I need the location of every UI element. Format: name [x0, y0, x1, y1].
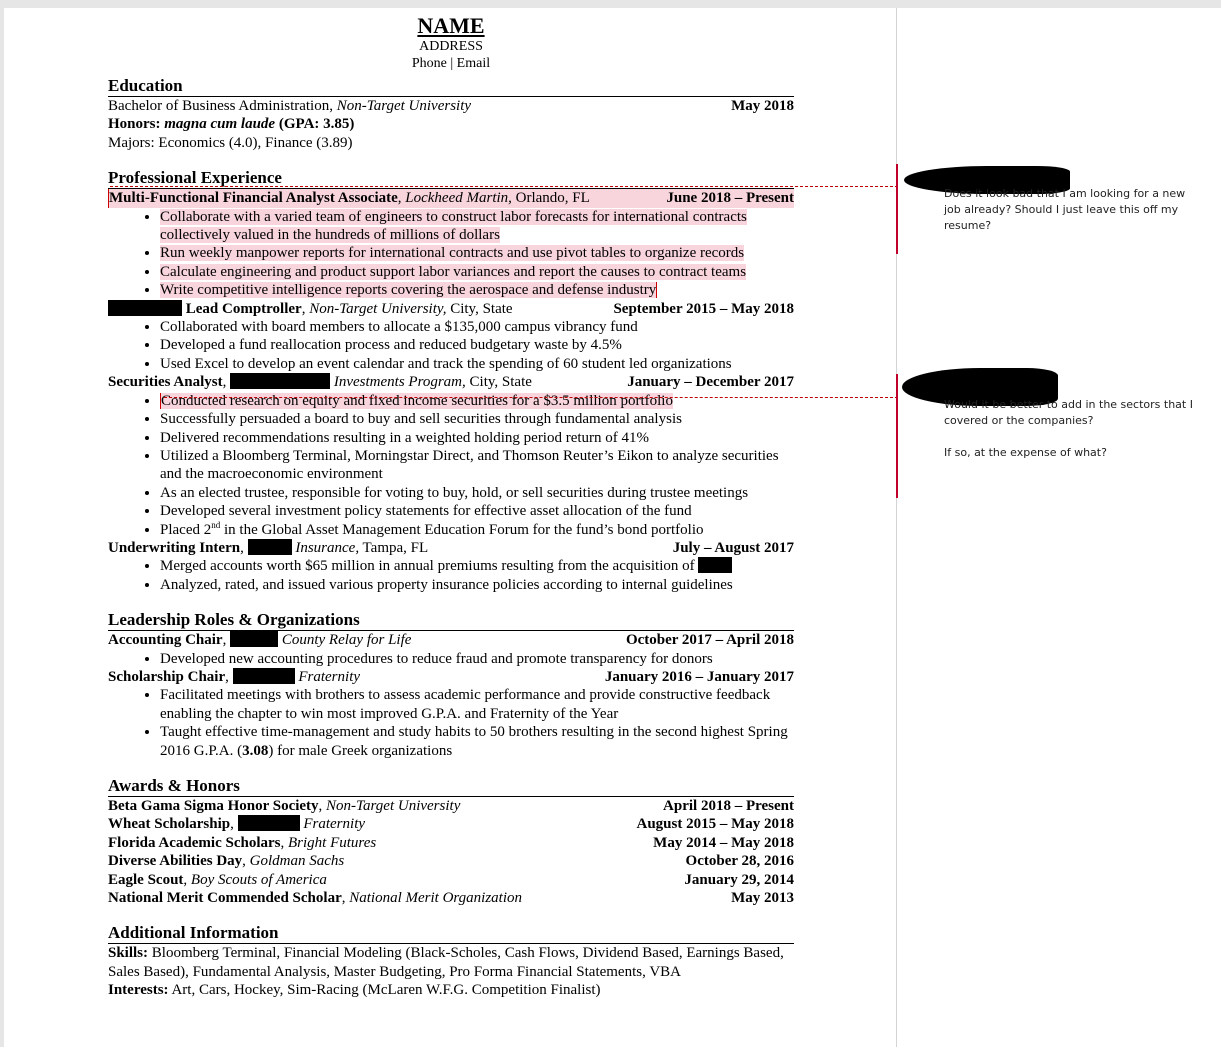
list-item: • Run weekly manpower reports for international contracts and use pivot tables to organize records — [160, 244, 794, 262]
section-title-education: Education — [108, 76, 794, 97]
job-header-comptroller: Lead Comptroller, Non-Target University, City, State September 2015 – May 2018 — [108, 300, 794, 318]
section-title-additional: Additional Information — [108, 923, 794, 944]
window-top-strip — [0, 0, 1221, 8]
list-item: • Taught effective time-management and study habits to 50 brothers resulting in the second highest Spring 2016 G.P.A. (3.08) for male Greek organizations — [160, 723, 794, 760]
list-item: • Facilitated meetings with brothers to assess academic performance and provide constructive feedback enabling the chapter to win most improved G.P.A. and Fraternity of the Year — [160, 686, 794, 723]
award-row: National Merit Commended Scholar, National Merit Organization May 2013 — [108, 890, 794, 907]
document-page — [4, 8, 896, 1047]
interests-line: Interests: Art, Cars, Hockey, Sim-Racing (McLaren W.F.G. Competition Finalist) — [108, 982, 601, 999]
list-item: • Analyzed, rated, and issued various property insurance policies according to internal guidelines — [160, 576, 794, 594]
candidate-address: ADDRESS — [419, 39, 483, 54]
candidate-name: NAME — [417, 13, 485, 38]
redaction-block — [230, 631, 278, 647]
education-honors: Honors: magna cum laude (GPA: 3.85) — [108, 116, 355, 133]
section-title-awards: Awards & Honors — [108, 776, 794, 797]
job-bullets-securities — [108, 392, 794, 539]
comment-1[interactable] — [944, 186, 1204, 250]
redaction-block — [233, 668, 295, 684]
list-item: • Utilized a Bloomberg Terminal, Morningstar Direct, and Thomson Reuter’s Eikon to analyze securities and the macroeconomic environment — [160, 447, 794, 484]
list-item[interactable]: • Conducted research on equity and fixed income securities for a $3.5 million portfolio — [160, 392, 794, 410]
role-bullets-accounting — [108, 650, 794, 668]
redaction-block — [108, 300, 182, 316]
comment-anchor-line — [164, 397, 898, 398]
list-item: • As an elected trustee, responsible for voting to buy, hold, or sell securities during trustee meetings — [160, 484, 794, 502]
comment-1-text: Does it look bad that I am looking for a new job already? Should I just leave this off my resume? — [944, 187, 1186, 232]
job-header-underwriting: Underwriting Intern, Insurance, Tampa, FL July – August 2017 — [108, 539, 794, 556]
comments-pane — [896, 8, 1221, 1047]
section-title-leadership: Leadership Roles & Organizations — [108, 610, 794, 631]
list-item: • Collaborated with board members to allocate a $135,000 campus vibrancy fund — [160, 318, 794, 336]
comment-bar — [896, 164, 898, 254]
redaction-block — [230, 373, 330, 389]
list-item: • Placed 2nd in the Global Asset Management Education Forum for the fund’s bond portfolio — [160, 521, 794, 539]
list-item: • Successfully persuaded a board to buy and sell securities through fundamental analysis — [160, 410, 794, 428]
list-item: • Delivered recommendations resulting in a weighted holding period return of 41% — [160, 429, 794, 447]
education-date: May 2018 — [731, 98, 794, 114]
job-bullets-underwriting — [108, 557, 794, 594]
list-item: • Developed a fund reallocation process and reduced budgetary waste by 4.5% — [160, 336, 794, 354]
comment-bar — [896, 374, 898, 498]
award-row: Beta Gama Sigma Honor Society, Non-Target University April 2018 – Present — [108, 798, 794, 814]
comment-2-text-2: If so, at the expense of what? — [944, 446, 1107, 459]
job-header-lockheed[interactable]: Multi-Functional Financial Analyst Associate, Lockheed Martin, Orlando, FL June 2018 – Present — [109, 190, 794, 207]
job-bullets-comptroller — [108, 318, 794, 373]
skills-line: Skills: Bloomberg Terminal, Financial Modeling (Black-Scholes, Cash Flows, Dividend Based, Earnings Based, Sales Based), Fundamental Analysis, Master Budgeting, Pro Forma Financial Statements, VBA — [108, 945, 784, 980]
redaction-block — [238, 815, 300, 831]
comment-2[interactable] — [944, 397, 1204, 477]
redaction-block — [248, 539, 292, 555]
role-bullets-scholarship — [108, 686, 794, 760]
comment-anchor-line — [110, 186, 898, 187]
education-majors: Majors: Economics (4.0), Finance (3.89) — [108, 134, 353, 151]
list-item: • Developed new accounting procedures to reduce fraud and promote transparency for donors — [160, 650, 794, 668]
list-item: • Calculate engineering and product support labor variances and report the causes to contract teams — [160, 263, 794, 281]
award-row: Florida Academic Scholars, Bright Futures May 2014 – May 2018 — [108, 834, 794, 851]
job-header-securities: Securities Analyst, Investments Program, City, State January – December 2017 — [108, 374, 794, 391]
education-degree-row — [108, 97, 794, 115]
list-item: • Used Excel to develop an event calendar and track the spending of 60 student led organizations — [160, 355, 794, 373]
award-row: Diverse Abilities Day, Goldman Sachs October 28, 2016 — [108, 853, 794, 870]
list-item: • Developed several investment policy statements for effective asset allocation of the fund — [160, 502, 794, 520]
degree-line: Bachelor of Business Administration, Non-Target University — [108, 98, 472, 114]
job-bullets-lockheed — [108, 208, 794, 300]
award-row: Eagle Scout, Boy Scouts of America January 29, 2014 — [108, 871, 794, 888]
role-header-scholarship: Scholarship Chair, Fraternity January 2016 – January 2017 — [108, 668, 794, 685]
resume-body — [108, 13, 794, 1000]
candidate-contact: Phone | Email — [411, 56, 491, 71]
redaction-block — [698, 557, 732, 573]
list-item: • Collaborate with a varied team of engineers to construct labor forecasts for international contracts collectively valued in the hundreds of millions of dollars — [160, 208, 794, 245]
list-item: • Merged accounts worth $65 million in annual premiums resulting from the acquisition of — [160, 557, 794, 575]
section-title-experience: Professional Experience — [108, 168, 794, 189]
list-item: • Write competitive intelligence reports covering the aerospace and defense industry — [160, 281, 794, 299]
resume-header — [108, 13, 794, 72]
award-row: Wheat Scholarship, Fraternity August 2015 – May 2018 — [108, 816, 794, 833]
comment-2-text-1: Would it be better to add in the sectors that I covered or the companies? — [944, 398, 1193, 427]
role-header-accounting: Accounting Chair, County Relay for Life October 2017 – April 2018 — [108, 632, 794, 649]
